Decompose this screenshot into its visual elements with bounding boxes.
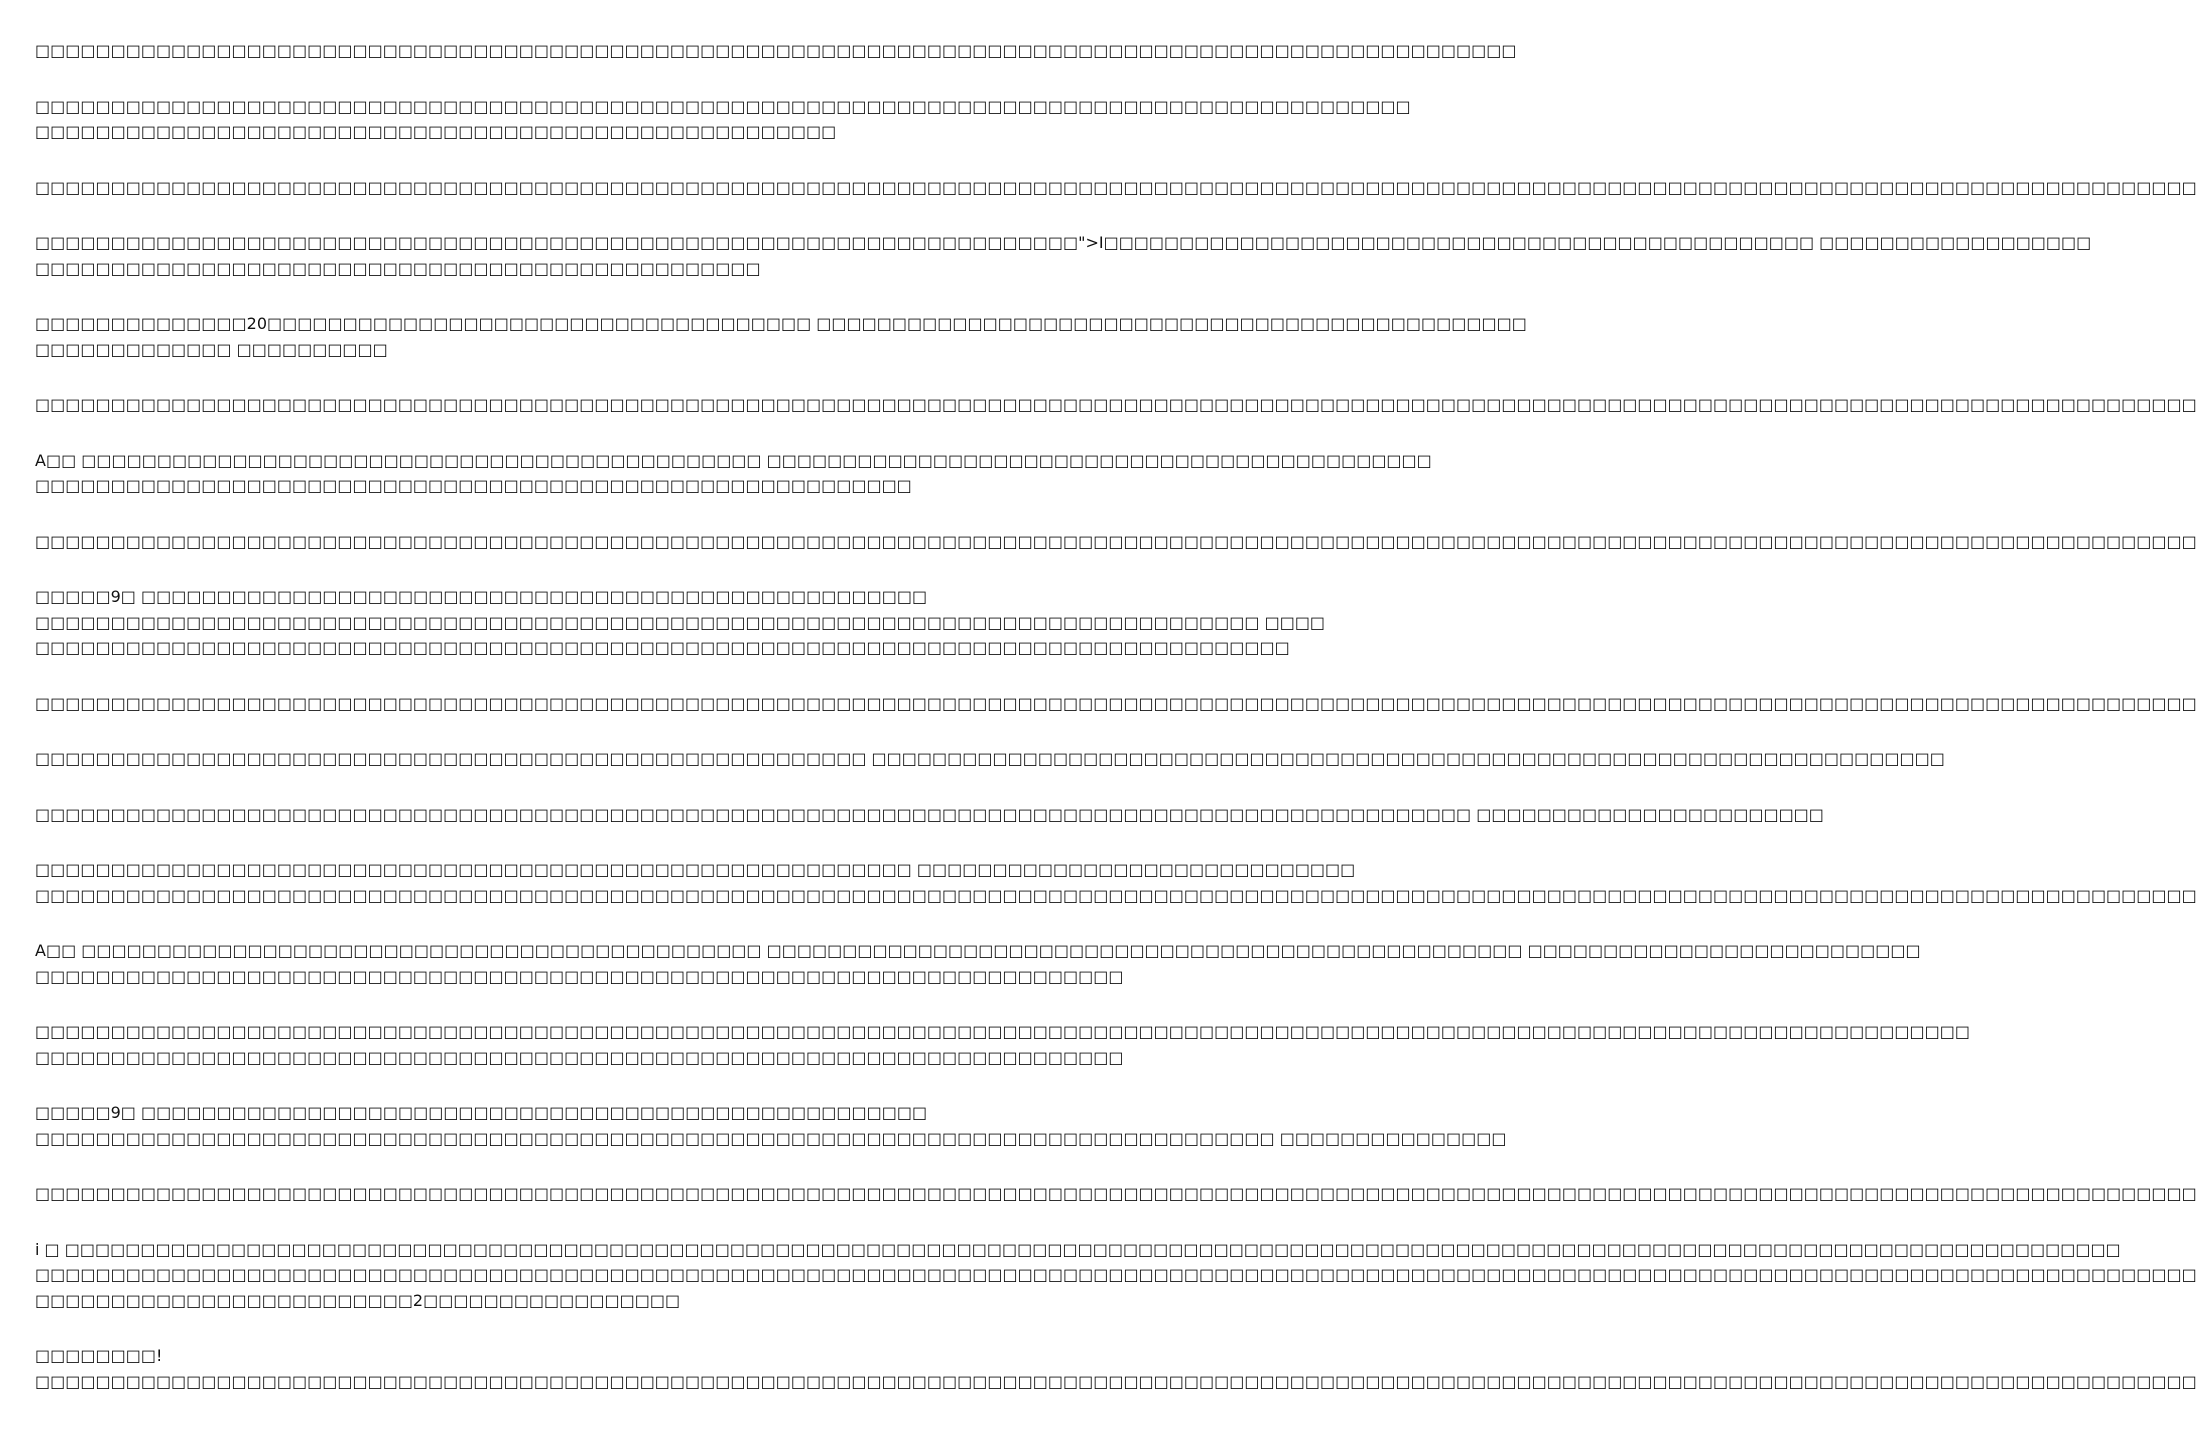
text-line: □□□□□□□□□□□□□□□□□□□□□□□□□2□□□□□□□□□□□□□□□□□ [35,1290,681,1310]
paragraph [35,175,2197,201]
paragraph [35,857,2197,908]
paragraph [35,38,1517,64]
text-line: □□□□□□□□□□□□□□□□□□□□□□□□□□□□□□□□□□□□□□□□□□□□□□□□□□□□□□□□□□□□□□□□□□□□□□□□□□□□□□□□□□□□□□□□□□□□□□□□□□□□□□□□□□□□□□□□□□□□□□□□□□□□□□□□□□□□□□□□□□□□□□□ [35,531,2197,551]
text-line: □□□□□□□□□□□□□□□□□□□□□□□□□□□□□□□□□□□□□□□□□□□□□□□□□□□□□□□□□□□□□□□□□□□□□□□□□□□□□□□□□ □□□□ [35,612,1326,632]
text-line: □□□□□□□□□□□□□□□□□□□□□□□□□□□□□□□□□□□□□□□□□□□□□□□□□□□□□□□□□□□□□□□□□□□□□□□□□□□□□□□□□□□□□□□□□□□ [35,96,1411,116]
text-line: □□□□□□□□□□□□□□□□□□□□□□□□□□□□□□□□□□□□□□□□□□□□□□□□□□□□□□□ □□□□□□□□□□□□□□□□□□□□□□□□□□□□□□□□□□□□□□□□□□□□□□□□□□□□□□□□□□□□□□□□□□□□□□□ [35,749,1945,768]
text-line: □□□□□□□□□□□□□□□□□□□□□□□□□□□□□□□□□□□□□□□□□□□□□□□□□□□□□□□□□□□□□□□□□□□□□□□□□□□□□□□□□□□□□□□□□□□□□□□□□□ [35,41,1517,60]
text-line: □□□□□□□□□□□□□ □□□□□□□□□□ [35,339,388,359]
text-line: A□□ □□□□□□□□□□□□□□□□□□□□□□□□□□□□□□□□□□□□□□□□□□□□□ □□□□□□□□□□□□□□□□□□□□□□□□□□□□□□□□□□□□□□□□□□□□□□□□□□ □□□□□□□□□□□□□□□□□□□□□□□□□□ [35,941,1921,960]
text-line: □□□□□□□□□□□□□□□□□□□□□□□□□□□□□□□□□□□□□□□□□□□□□□□□□□□□□□□□□□□□□□□□□□□□□□□□□□□□□□□□□□□□□□□□□□□□□□□□□□□□□□□□□□□□□□□□□□□□□□□□□□□□□□□□□□□□□□□□□□□□□□□ [35,1265,2197,1284]
text-line: □□□□□□□□□□□□□□20□□□□□□□□□□□□□□□□□□□□□□□□□□□□□□□□□□□□ □□□□□□□□□□□□□□□□□□□□□□□□□□□□□□□□□□□□□□□□□□□□□□□ [35,314,1527,333]
text-line: □□□□□□□□□□□□□□□□□□□□□□□□□□□□□□□□□□□□□□□□□□□□□□□□□□□□□□□□□□□□□□□□□□□□□□□□□□□□□□□□□□□□□□□□□□□□□□□ □□□□□□□□□□□□□□□□□□□□□□□ [35,804,1824,824]
text-line: □□□□□□□□□□□□□□□□□□□□□□□□□□□□□□□□□□□□□□□□□□□□□□□□□□□□□□□□□□□□□□□□□□□□□□□□□□□□□□□□□□□ [35,638,1290,657]
paragraph [35,448,1432,499]
paragraph [35,746,1945,772]
paragraph [35,230,2092,281]
document-body [35,38,2197,1424]
text-line: A□□ □□□□□□□□□□□□□□□□□□□□□□□□□□□□□□□□□□□□□□□□□□□□□ □□□□□□□□□□□□□□□□□□□□□□□□□□□□□□□□□□□□□□□□□□□□ [35,450,1432,470]
paragraph [35,691,2197,717]
text-line: i □ □□□□□□□□□□□□□□□□□□□□□□□□□□□□□□□□□□□□□□□□□□□□□□□□□□□□□□□□□□□□□□□□□□□□□□□□□□□□□□□□□□□□□□□□□□□□□□□□□□□□□□□□□□□□□□□□□□□□□□□□□□□□□□□□□□□□□□□□ [35,1239,2121,1259]
paragraph [35,94,1411,145]
text-line: □□□□□□□□□□□□□□□□□□□□□□□□□□□□□□□□□□□□□□□□□□□□□□□□□□□□□□□□□□□□□□□□□□□□□□□□□□□□□□□□□□□□□□□□□□□□□□□□□□□□□□□□□□□□□□□□□□□□□□□□□□□□□□□□□□□□□□□□□□□□□□□ [35,693,2197,713]
text-line: □□□□□□□□□□□□□□□□□□□□□□□□□□□□□□□□□□□□□□□□□□□□□□□□□□□□□□□□□□□□□□□□□□□□□□□□ [35,1047,1124,1067]
text-line: □□□□□9□ □□□□□□□□□□□□□□□□□□□□□□□□□□□□□□□□□□□□□□□□□□□□□□□□□□□□ [35,1103,928,1122]
text-line: □□□□□□□□□□□□□□□□□□□□□□□□□□□□□□□□□□□□□□□□□□□□□□□□□□□□□□□□□□□□□□□□□□□□□□□□□□□□□□□□□□□□□□□□□□□□□□□□□□□□□□□□□□□□□□□□□□□□□□□□□□□□□□□□□□□□□□□□□□□□□□□ [35,395,2197,414]
text-line: □□□□□□□□□□□□□□□□□□□□□□□□□□□□□□□□□□□□□□□□□□□□□□□□□□□□□□□□□□□□□□□□□□□□□□□□□□□□□□□□□□□□□□□□□□□□□□□□□□□□□□□□□□□□□□□□□□□□□□□□□□□□□□□□□□□□□□□□□□□□□□□ [35,1371,2197,1391]
paragraph [35,938,1921,989]
text-line: □□□□□□□□□□□□□□□□□□□□□□□□□□□□□□□□□□□□□□□□□□□□□□□□□□□□□□□□□□□□□□□□□□□□□□□□□□□□□□□□□□□□□□□□□□□□□□□□□□□□□□□□□□□□□□□□□□□□□□□□□□□□□□□□□□□□□□□□□□□□□□□ [35,177,2197,197]
paragraph [35,1237,2197,1314]
paragraph [35,1100,1507,1151]
paragraph [35,1343,2197,1394]
text-line: □□□□□□□□□□□□□□□□□□□□□□□□□□□□□□□□□□□□□□□□□□□□□□□□□□□□□□□□□□□□□□□□□□□□□□□□□□□□□□□□□□ □□□□□□□□□□□□□□□ [35,1128,1507,1148]
text-line: □□□□□□□□□□□□□□□□□□□□□□□□□□□□□□□□□□□□□□□□□□□□□□□□□□□□□ [35,122,837,141]
paragraph [35,392,2197,418]
text-line: □□□□□9□ □□□□□□□□□□□□□□□□□□□□□□□□□□□□□□□□□□□□□□□□□□□□□□□□□□□□ [35,587,928,606]
text-line: □□□□□□□□□□□□□□□□□□□□□□□□□□□□□□□□□□□□□□□□□□□□□□□□□□□□□□□□□□□□□□□□□□□□□□□□□□□□□□□□□□□□□□□□□□□□□□□□□□□□□□□□□□□□□□□□□□□□□□□□□□□□□□□□□□□□□□□□□□□□□□□ [35,885,2197,905]
text-line: □□□□□□□□□□□□□□□□□□□□□□□□□□□□□□□□□□□□□□□□□□□□□□□□□□□□□□□□□□ □□□□□□□□□□□□□□□□□□□□□□□□□□□□□ [35,860,1356,879]
paragraph [35,1181,2197,1207]
text-line: □□□□□□□□□□□□□□□□□□□□□□□□□□□□□□□□□□□□□□□□□□□□□□□□□□□□□□□□□□□□□□□□□□□□□□□□ [35,966,1124,986]
paragraph [35,584,1326,661]
text-line: □□□□□□□□□□□□□□□□□□□□□□□□□□□□□□□□□□□□□□□□□□□□□□□□□□□□□□□□□□□□□□□□□□□□□□□□□□□□□□□□□□□□□□□□□□□□□□□□□□□□□□□□□□□□□□□□□□□□□□□□□□□□□□□□ [35,1022,1970,1041]
paragraph [35,529,2197,555]
text-line: □□□□□□□□□□□□□□□□□□□□□□□□□□□□□□□□□□□□□□□□□□□□□□□□□□□□□□□□□□ [35,476,912,495]
paragraph [35,1019,1970,1070]
text-line: □□□□□□□□□□□□□□□□□□□□□□□□□□□□□□□□□□□□□□□□□□□□□□□□□□□□□□□□□□□□□□□□□□□□□□□□□□□□□□□□□□□□□□□□□□□□□□□□□□□□□□□□□□□□□□□□□□□□□□□□□□□□□□□□□□□□□□□□□□□□□□□ [35,1184,2197,1203]
text-line: □□□□□□□□! [35,1346,163,1365]
text-line: □□□□□□□□□□□□□□□□□□□□□□□□□□□□□□□□□□□□□□□□□□□□□□□□ [35,258,761,278]
paragraph [35,311,1527,362]
text-line: □□□□□□□□□□□□□□□□□□□□□□□□□□□□□□□□□□□□□□□□□□□□□□□□□□□□□□□□□□□□□□□□□□□□□">I□□□□□□□□□□□□□□□□□□□□□□□□□□□□□□□□□□□□□□□□□□□□□□□ □□□□□□□□□□□□□□□□□□ [35,233,2092,252]
paragraph [35,802,1824,828]
